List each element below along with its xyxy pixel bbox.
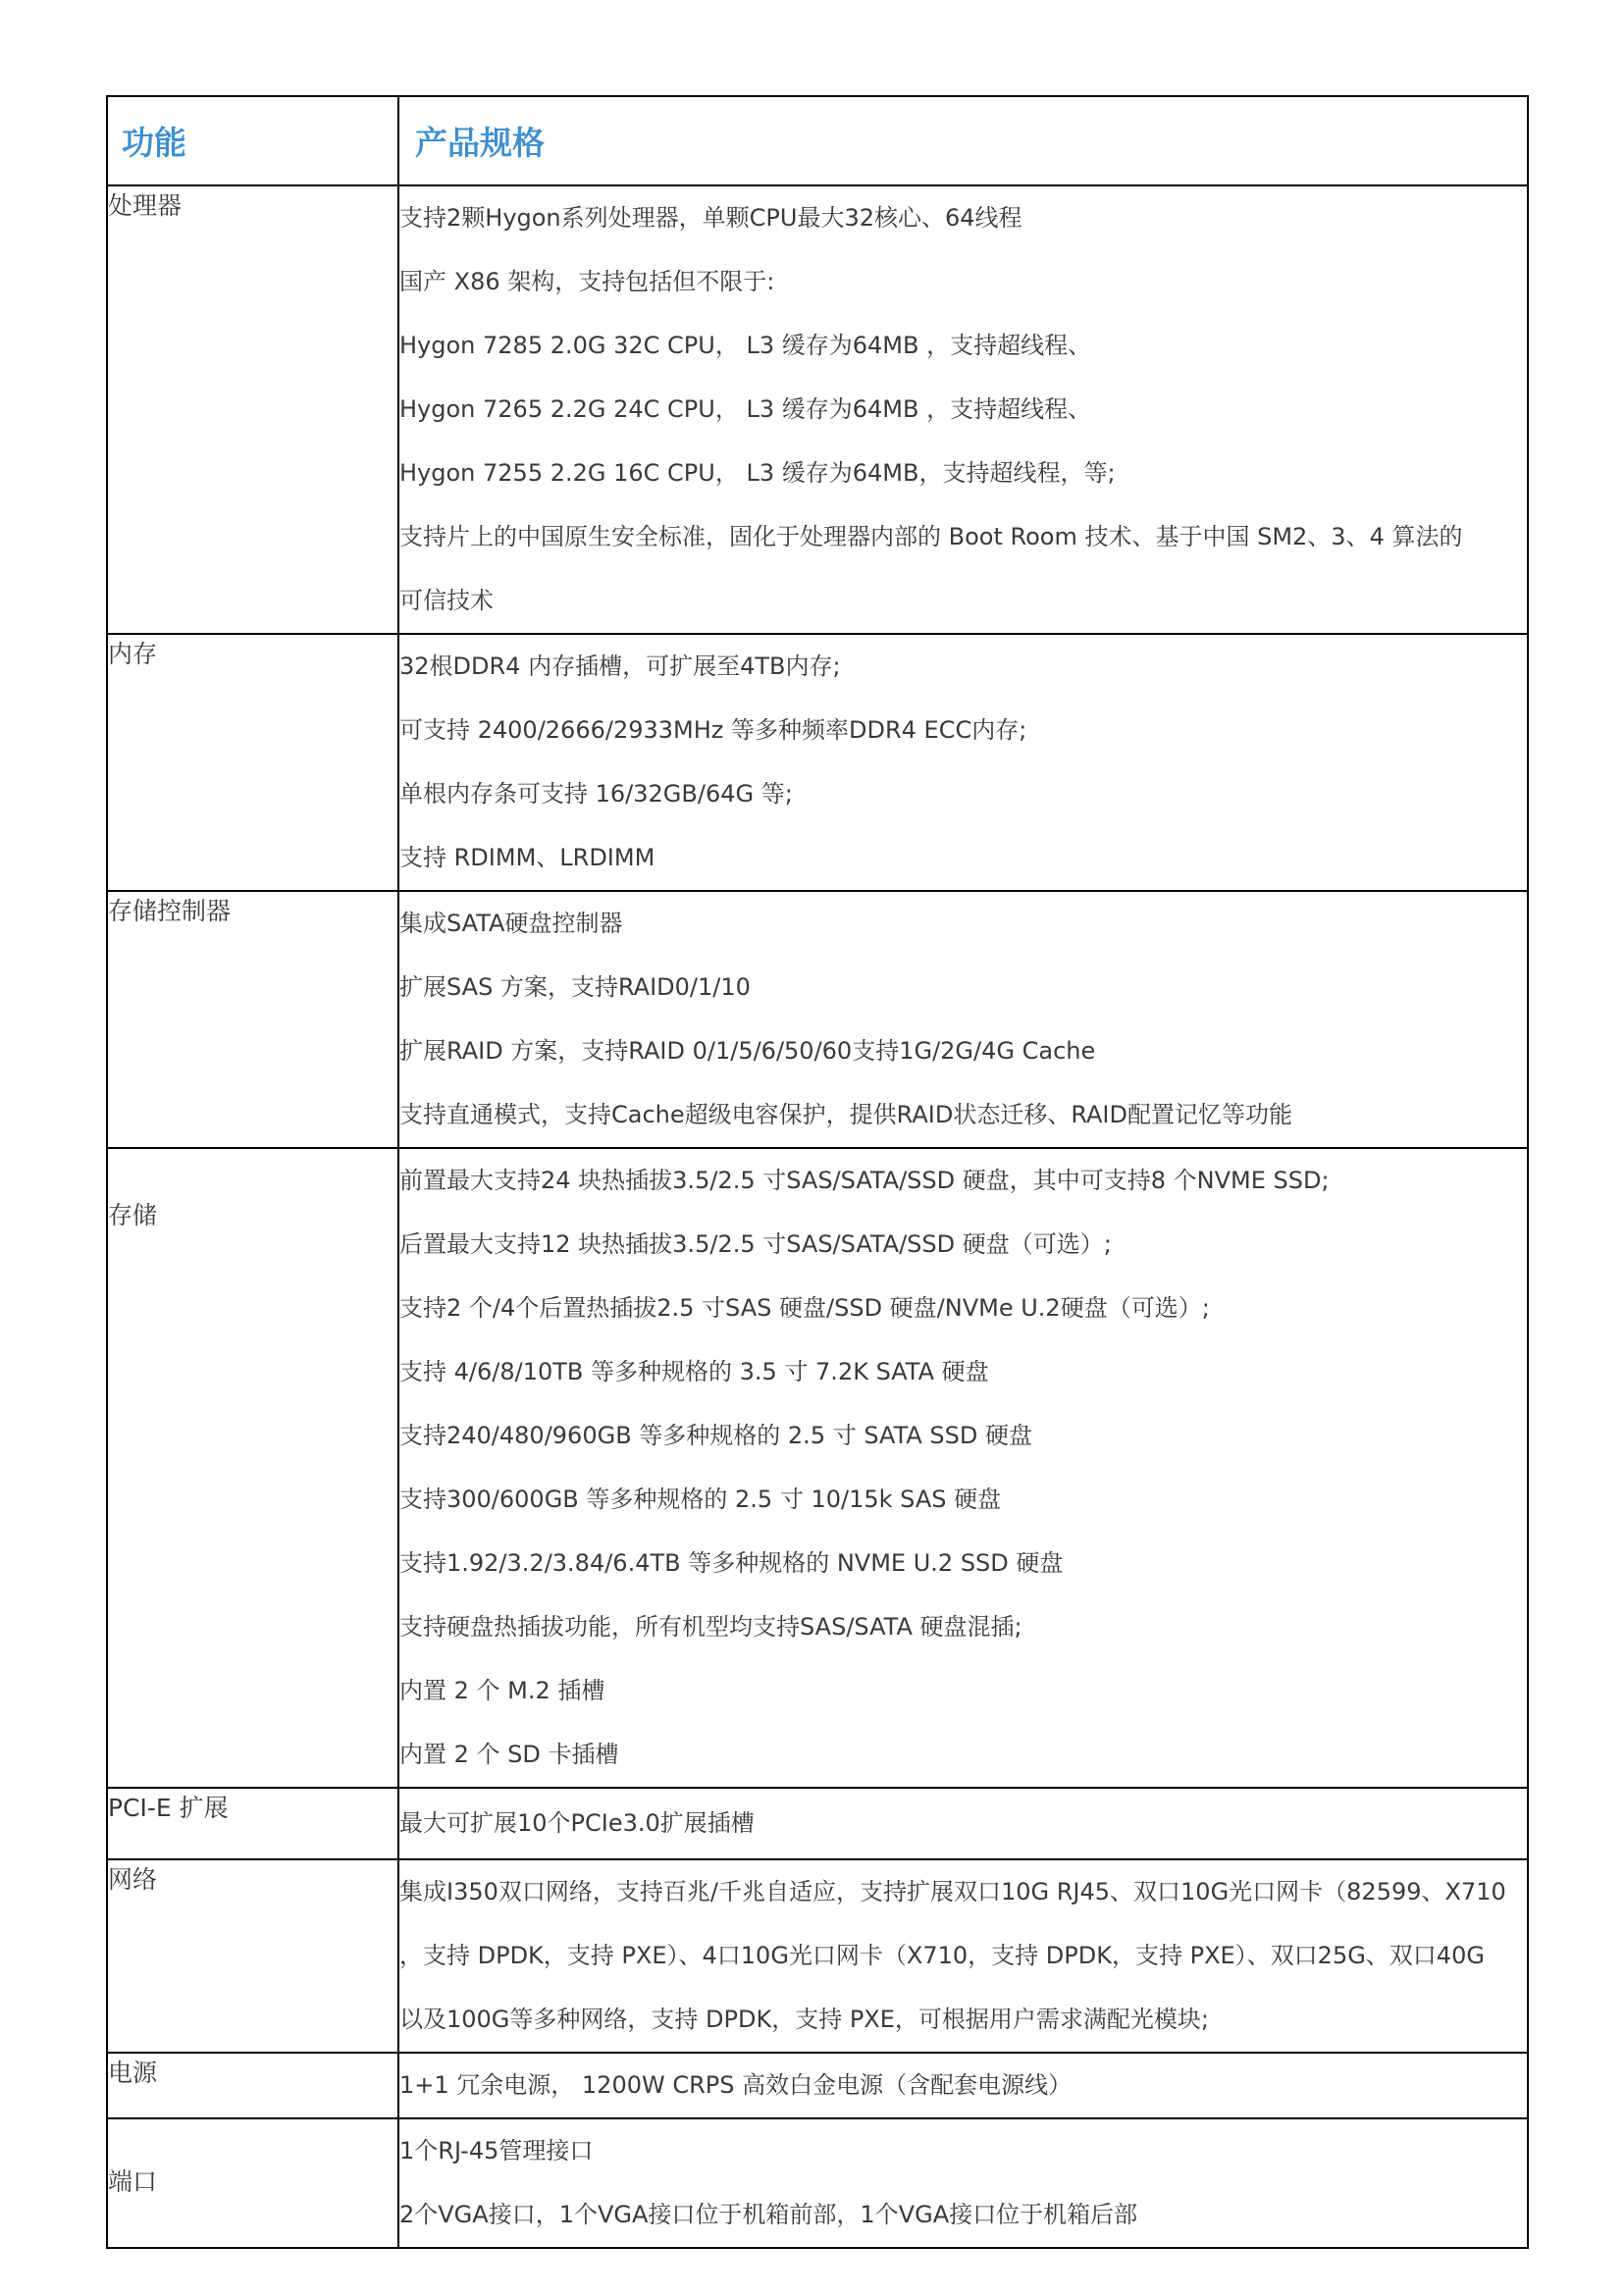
row-spec: [398, 634, 1528, 891]
spec-line: 集成SATA硬盘控制器: [399, 910, 623, 937]
row-spec: [398, 1859, 1528, 2053]
header-spec: 产品规格: [398, 96, 1528, 185]
spec-line: 支持300/600GB 等多种规格的 2.5 寸 10/15k SAS 硬盘: [399, 1486, 1002, 1513]
spec-line: 以及100G等多种网络，支持 DPDK，支持 PXE，可根据用户需求满配光模块;: [399, 2006, 1209, 2033]
spec-line: Hygon 7255 2.2G 16C CPU， L3 缓存为64MB，支持超线程，等;: [399, 459, 1116, 487]
row-category: 存储控制器: [107, 891, 398, 1148]
spec-line: 可支持 2400/2666/2933MHz 等多种频率DDR4 ECC内存;: [399, 716, 1027, 744]
row-category: 处理器: [107, 185, 398, 634]
spec-line: 支持 4/6/8/10TB 等多种规格的 3.5 寸 7.2K SATA 硬盘: [399, 1358, 989, 1385]
table-row: [107, 634, 1528, 891]
table-row: [107, 1788, 1528, 1859]
spec-line: 内置 2 个 SD 卡插槽: [399, 1741, 619, 1768]
row-spec: [398, 1788, 1528, 1859]
table-row: [107, 1859, 1528, 2053]
row-spec: [398, 2118, 1528, 2248]
row-spec: [398, 1148, 1528, 1788]
row-spec: [398, 2053, 1528, 2118]
spec-line: 1+1 冗余电源， 1200W CRPS 高效白金电源（含配套电源线）: [399, 2071, 1073, 2099]
spec-line: 2个VGA接口，1个VGA接口位于机箱前部，1个VGA接口位于机箱后部: [399, 2201, 1138, 2228]
table-row: [107, 1148, 1528, 1788]
spec-line: 内置 2 个 M.2 插槽: [399, 1677, 605, 1704]
table-row: [107, 891, 1528, 1148]
spec-line: 集成I350双口网络，支持百兆/千兆自适应，支持扩展双口10G RJ45、双口10G光口网卡（82599、X710: [399, 1878, 1506, 1905]
table-row: [107, 2053, 1528, 2118]
table-row: [107, 185, 1528, 634]
table-row: [107, 2118, 1528, 2248]
spec-line: ，支持 DPDK，支持 PXE）、4口10G光口网卡（X710，支持 DPDK，支持 PXE）、双口25G、双口40G: [399, 1942, 1485, 1969]
spec-line: 支持2颗Hygon系列处理器，单颗CPU最大32核心、64线程: [399, 204, 1022, 232]
spec-line: 32根DDR4 内存插槽，可扩展至4TB内存;: [399, 652, 841, 680]
spec-line: 支持直通模式，支持Cache超级电容保护，提供RAID状态迁移、RAID配置记忆等功能: [399, 1101, 1292, 1128]
spec-line: 后置最大支持12 块热插拔3.5/2.5 寸SAS/SATA/SSD 硬盘（可选）;: [399, 1230, 1112, 1258]
spec-table: [106, 95, 1529, 2249]
spec-line: 单根内存条可支持 16/32GB/64G 等;: [399, 780, 793, 808]
spec-line: 支持1.92/3.2/3.84/6.4TB 等多种规格的 NVME U.2 SSD 硬盘: [399, 1549, 1064, 1577]
row-spec: [398, 891, 1528, 1148]
spec-line: 扩展RAID 方案，支持RAID 0/1/5/6/50/60支持1G/2G/4G Cache: [399, 1037, 1096, 1065]
row-category: PCI-E 扩展: [107, 1788, 398, 1859]
spec-line: 可信技术: [399, 587, 494, 614]
row-category: 内存: [107, 634, 398, 891]
row-category: 存储: [107, 1148, 398, 1788]
row-category: 电源: [107, 2053, 398, 2118]
row-category: 端口: [107, 2118, 398, 2248]
spec-line: 支持硬盘热插拔功能，所有机型均支持SAS/SATA 硬盘混插;: [399, 1613, 1022, 1641]
spec-line: Hygon 7265 2.2G 24C CPU， L3 缓存为64MB ，支持超线程、: [399, 395, 1092, 423]
spec-line: 1个RJ-45管理接口: [399, 2137, 594, 2165]
spec-line: 前置最大支持24 块热插拔3.5/2.5 寸SAS/SATA/SSD 硬盘，其中可支持8 个NVME SSD;: [399, 1167, 1330, 1194]
table-header-row: [107, 96, 1528, 185]
spec-line: 支持2 个/4个后置热插拔2.5 寸SAS 硬盘/SSD 硬盘/NVMe U.2硬盘（可选）;: [399, 1294, 1210, 1322]
row-spec: [398, 185, 1528, 634]
spec-line: 支持片上的中国原生安全标准，固化于处理器内部的 Boot Room 技术、基于中国 SM2、3、4 算法的: [399, 523, 1463, 550]
spec-line: 扩展SAS 方案，支持RAID0/1/10: [399, 973, 751, 1001]
spec-line: 最大可扩展10个PCIe3.0扩展插槽: [399, 1809, 755, 1837]
header-function: 功能: [107, 96, 398, 185]
spec-line: 支持240/480/960GB 等多种规格的 2.5 寸 SATA SSD 硬盘: [399, 1422, 1032, 1449]
spec-line: 支持 RDIMM、LRDIMM: [399, 844, 655, 871]
row-category: 网络: [107, 1859, 398, 2053]
spec-line: 国产 X86 架构，支持包括但不限于:: [399, 268, 775, 295]
spec-line: Hygon 7285 2.0G 32C CPU， L3 缓存为64MB ，支持超线程、: [399, 332, 1092, 359]
